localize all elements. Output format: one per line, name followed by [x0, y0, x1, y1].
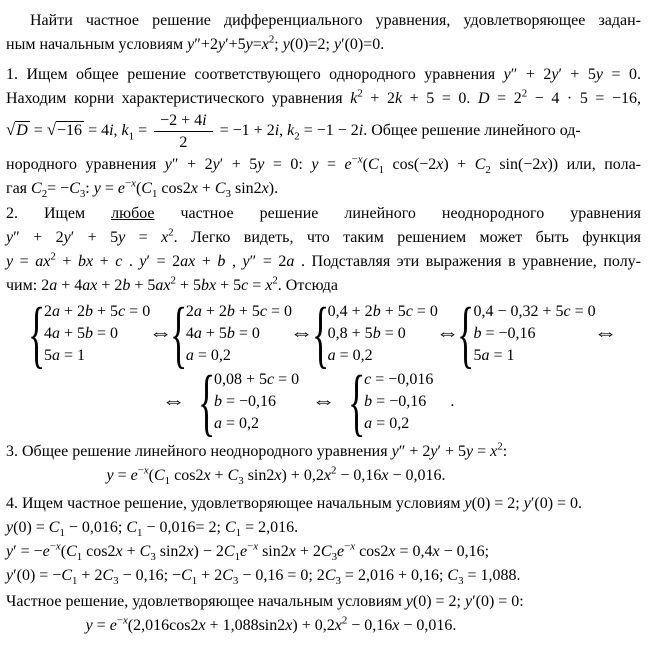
math-segment: y(0) = 2; y′(0) = 0: — [405, 593, 524, 610]
text-segment: 1. Ищем общее решение соответствующего однородного уравнения — [6, 66, 504, 83]
subscript: 1 — [378, 164, 385, 177]
subscript: 1 — [151, 188, 158, 201]
math-segment: = 4i, k — [84, 122, 129, 140]
step1-line-4 — [6, 153, 641, 176]
radical-sign: √ — [6, 120, 16, 140]
text-segment: 4. Ищем частное решение, удовлетворяющее начальным условиям — [6, 495, 465, 512]
math-segment: (C — [362, 156, 379, 173]
equivalence-arrow-icon: ⇔ — [148, 323, 172, 344]
text-segment: или, пола- — [558, 156, 642, 173]
equation: 4a + 5b = 0 — [185, 325, 260, 342]
text-segment: чим: — [6, 277, 42, 294]
equation: 4a + 5b = 0 — [44, 325, 119, 342]
math-segment: C — [31, 180, 42, 197]
subscript: 2 — [485, 164, 491, 177]
subscript: 3 — [232, 575, 239, 588]
step4-line-2 — [6, 516, 641, 539]
math-segment: (C — [148, 467, 165, 484]
math-segment: = 2,016 + 0,16; C — [340, 567, 459, 584]
text-segment: Найти частное решение дифференциального уравнения, удовлетворяющее задан- — [30, 12, 641, 29]
superscript: 2 — [341, 614, 348, 627]
subscript: 2 — [41, 188, 48, 201]
equation: a = 0,2 — [364, 415, 410, 432]
math-segment: sin(−2x)) — [490, 156, 559, 173]
subscript: 1 — [164, 475, 171, 488]
equation: 5a = 1 — [44, 347, 86, 364]
sqrt-expression — [6, 122, 30, 139]
superscript: −x — [247, 540, 259, 553]
underlined-text: любое — [111, 205, 155, 222]
math-segment: + 2C — [77, 567, 114, 584]
math-segment: cos2x + C — [157, 180, 226, 197]
numerator: −2 + 4i — [154, 111, 213, 132]
curly-brace: { — [198, 360, 216, 444]
step2-line-2 — [6, 226, 641, 249]
math-segment: = −1 − 2i. — [299, 122, 368, 140]
step1-line-2 — [6, 87, 641, 110]
problem-line-1 — [6, 9, 641, 32]
math-segment: sin2x) + 0,2x — [243, 467, 331, 484]
equation-list — [328, 301, 438, 367]
step3-formula — [6, 464, 641, 487]
math-segment: k — [350, 90, 358, 107]
math-segment: y′(0) = −C — [6, 567, 72, 584]
math-segment: y′ = −e — [6, 543, 50, 560]
equation: 2a + 2b + 5c = 0 — [185, 303, 293, 320]
math-segment: cos2x + C — [82, 543, 151, 560]
equation-list — [214, 369, 299, 435]
math-segment: e — [240, 543, 248, 560]
curly-brace: { — [457, 292, 475, 376]
equation: 0,4 − 0,32 + 5c = 0 — [473, 303, 596, 320]
text-segment: Общее решение линейного од- — [367, 122, 581, 140]
superscript: −x — [351, 153, 363, 166]
equation-system — [311, 292, 438, 376]
text-segment: Подставляя эти выражения в уравнение, полу- — [304, 253, 642, 270]
math-segment: − 0,16; −C — [118, 567, 192, 584]
equation: b = −0,16 — [364, 393, 427, 410]
equation-system — [348, 360, 434, 444]
math-segment: ; y(0)=2; y′(0)=0. — [274, 36, 385, 53]
equation: 0,08 + 5c = 0 — [214, 371, 300, 388]
equation-list — [364, 369, 433, 435]
radicand: D — [16, 122, 28, 140]
subscript: 3 — [331, 551, 337, 564]
superscript: −x — [137, 464, 149, 477]
subscript: 3 — [238, 475, 244, 488]
radicand: −16 — [57, 122, 83, 140]
math-segment: . — [173, 229, 178, 246]
equation: a = 0,2 — [327, 347, 373, 364]
text-segment: нородного уравнения — [6, 156, 165, 173]
superscript: 2 — [521, 87, 528, 100]
math-segment: y″ + 2y′ + 5y = 0. — [503, 66, 642, 83]
text-segment: 3. Общее решение линейного неоднородного уравнения — [6, 443, 392, 460]
text-segment: Находим корни характеристического уравнения — [6, 90, 351, 107]
subscript: 2 — [294, 130, 300, 143]
equation: c = −0,016 — [364, 371, 434, 388]
superscript: 2 — [357, 87, 363, 100]
equation: a = 0,2 — [214, 415, 260, 432]
equation-list — [44, 301, 150, 367]
subscript: 3 — [113, 575, 119, 588]
math-segment: − 0,016; C — [64, 519, 138, 536]
equation-system — [198, 360, 300, 444]
superscript: −x — [49, 540, 61, 553]
curly-brace: { — [311, 292, 329, 376]
denominator: 2 — [179, 134, 188, 151]
equation-list — [186, 301, 292, 367]
subscript: 3 — [79, 188, 86, 201]
subscript: 1 — [71, 575, 78, 588]
systems-row-2 — [161, 360, 641, 444]
superscript: 2 — [330, 464, 337, 477]
systems-row-1 — [6, 292, 641, 376]
text-segment: гая — [6, 180, 32, 197]
superscript: 2 — [50, 250, 56, 263]
subscript: 1 — [59, 527, 65, 540]
subscript: 3 — [225, 188, 231, 201]
text-segment: частное решение линейного неоднородного уравнения — [154, 205, 642, 222]
math-segment: = −C — [47, 180, 80, 197]
math-segment: = −1 + 2i, k — [215, 122, 295, 140]
math-segment: = 1,088. — [463, 567, 521, 584]
math-segment: − 0,016= 2; C — [142, 519, 236, 536]
subscript: 3 — [458, 575, 464, 588]
period-text: . — [450, 393, 455, 410]
step1-line-1 — [6, 63, 641, 86]
step2-line-3 — [6, 250, 641, 273]
superscript: 2 — [268, 33, 275, 46]
equivalence-arrow-icon: ⇔ — [311, 391, 336, 412]
math-segment: y(0) = C — [6, 519, 60, 536]
superscript: −x — [344, 540, 356, 553]
text-segment: ным начальным условиям — [6, 36, 188, 53]
step4-line-3 — [6, 540, 641, 563]
equation: 0,4 + 2b + 5c = 0 — [327, 303, 438, 320]
text-segment: Отсюда — [281, 277, 339, 294]
math-segment: + bx + c . y′ = 2ax + b , y″ = 2a . — [55, 253, 305, 270]
equation-system — [169, 292, 293, 376]
fraction — [154, 111, 213, 152]
equation: 5a = 1 — [473, 347, 515, 364]
final-formula — [6, 614, 641, 637]
equivalence-arrow-icon: ⇔ — [289, 323, 314, 344]
radical-sign: √ — [46, 120, 57, 140]
math-segment: (C — [135, 180, 152, 197]
superscript: −x — [116, 614, 128, 627]
subscript: 1 — [191, 575, 198, 588]
math-segment: y″+2y′+5y=x — [187, 36, 269, 53]
subscript: 1 — [137, 527, 143, 540]
math-segment: = — [29, 122, 47, 140]
math-segment: cos2x + C — [170, 467, 239, 484]
math-segment: : y = e — [85, 180, 125, 197]
equation-list — [473, 301, 595, 367]
superscript: 2 — [170, 274, 176, 287]
equation: 2a + 2b + 5c = 0 — [44, 303, 151, 320]
math-segment: − 4 · 5 = −16, — [527, 90, 642, 107]
equation: 0,8 + 5b = 0 — [327, 325, 406, 342]
subscript: 1 — [235, 527, 242, 540]
math-segment: sin2x + 2C — [258, 543, 332, 560]
equivalence-arrow-icon: ⇔ — [161, 391, 186, 412]
text-segment: 2. Ищем — [6, 205, 112, 222]
math-segment: − 0,16 = 0; 2C — [238, 567, 336, 584]
equivalence-arrow-icon: ⇔ — [435, 323, 460, 344]
math-segment: 2a + 4ax + 2b + 5ax — [41, 277, 171, 294]
math-segment: y = e — [106, 467, 138, 484]
math-segment: cos2x = 0,4x − 0,16; — [355, 543, 490, 560]
math-segment: (C — [60, 543, 77, 560]
superscript: 2 — [168, 226, 174, 239]
step3-line-1 — [6, 440, 641, 463]
text-segment: Частное решение, удовлетворяющее начальным условиям — [6, 593, 406, 610]
math-segment: sin2x) − 2C — [155, 543, 235, 560]
step2-line-1 — [6, 202, 641, 225]
subscript: 1 — [234, 551, 240, 564]
math-segment: y = e — [85, 617, 117, 634]
math-segment: cos(−2x) + C — [384, 156, 486, 173]
math-segment: : — [502, 443, 508, 460]
subscript: 3 — [335, 575, 341, 588]
math-segment: e — [337, 543, 345, 560]
equivalence-arrow-icon: ⇔ — [593, 323, 618, 344]
step1-line-5 — [6, 177, 641, 200]
math-segment: (2,016cos2x + 1,088sin2x) + 0,2x — [127, 617, 342, 634]
equation: b = −0,16 — [473, 325, 536, 342]
text-segment: Легко видеть, что таким решением может быть функция — [177, 229, 642, 246]
subscript: 1 — [76, 551, 83, 564]
math-segment: − 0,16x − 0,016. — [336, 467, 446, 484]
math-segment: + 2C — [197, 567, 233, 584]
superscript: −x — [125, 177, 136, 190]
math-segment: y = ax — [6, 253, 51, 270]
subscript: 1 — [128, 130, 135, 143]
curly-brace: { — [348, 360, 366, 444]
math-segment: + 5bx + 5c = x — [175, 277, 273, 294]
math-segment: − 0,16x − 0,016. — [347, 617, 457, 634]
math-segment: = — [134, 122, 152, 140]
math-segment: y(0) = 2; y′(0) = 0. — [464, 495, 583, 512]
math-segment: y″ + 2y′ + 5y = x — [6, 229, 169, 246]
math-segment: y″ + 2y′ + 5y = 0: y = e — [164, 156, 352, 173]
superscript: 2 — [497, 440, 503, 453]
equation: b = −0,16 — [214, 393, 277, 410]
step4-line-4 — [6, 564, 641, 587]
equation-system — [457, 292, 596, 376]
math-segment: = 2,016. — [241, 519, 299, 536]
sqrt-expression — [47, 122, 84, 139]
final-line-1 — [6, 590, 641, 613]
math-segment: + 2k + 5 = 0. D = 2 — [362, 90, 522, 107]
math-segment: y″ + 2y′ + 5y = x — [391, 443, 498, 460]
math-segment: sin2x). — [230, 180, 279, 197]
problem-line-2 — [6, 33, 641, 56]
step1-line-3 — [6, 111, 641, 152]
curly-brace: { — [28, 292, 46, 376]
superscript: 2 — [272, 274, 278, 287]
math-segment: . — [277, 277, 282, 294]
equation-system — [28, 292, 151, 376]
curly-brace: { — [169, 292, 188, 376]
subscript: 3 — [150, 551, 156, 564]
equation: a = 0,2 — [185, 347, 231, 364]
step4-line-1 — [6, 492, 641, 515]
